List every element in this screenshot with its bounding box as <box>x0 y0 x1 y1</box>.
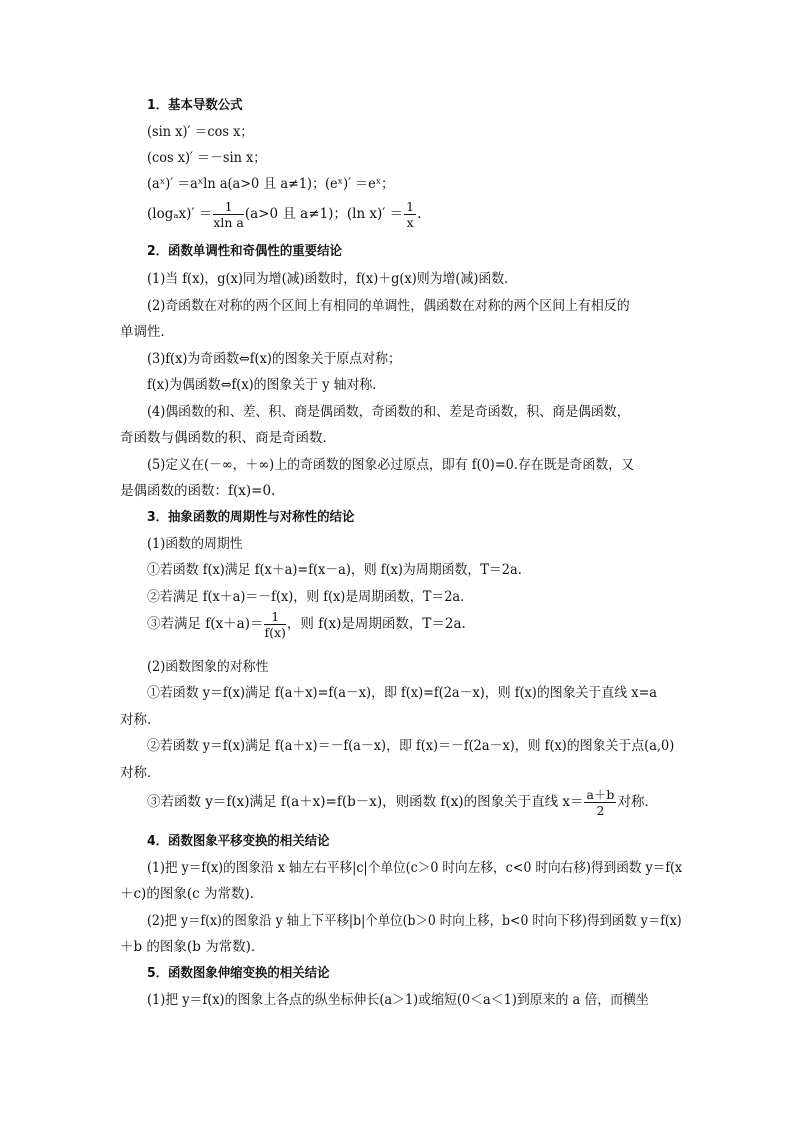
s3-symmetry-1-line-1: ①若函数 y＝f(x)满足 f(a＋x)=f(a－x)，即 f(x)=f(2a－x)，则 f(x)的图象关于直线 x=a <box>147 685 657 701</box>
s3-subheading-symmetry: (2)函数图象的对称性 <box>147 659 269 675</box>
s3-subheading-periodicity: (1)函数的周期性 <box>147 536 243 552</box>
fraction-log <box>213 199 244 230</box>
fraction-reciprocal-denominator: f(x) <box>264 625 286 640</box>
s2-paragraph-5-line-2: 是偶函数的函数：f(x)=0. <box>120 483 276 499</box>
s2-paragraph-5-line-1: (5)定义在(－∞，＋∞)上的奇函数的图象必过原点，即有 f(0)=0.存在既是奇函数，又 <box>147 457 635 473</box>
fraction-ln-numerator: 1 <box>406 199 415 214</box>
s2-paragraph-3-line-1: (3)f(x)为奇函数⇔f(x)的图象关于原点对称； <box>147 351 401 367</box>
formula-sin: (sin x)′ ＝cos x； <box>147 124 254 140</box>
s2-paragraph-2-line-1: (2)奇函数在对称的两个区间上有相同的单调性，偶函数在对称的两个区间上有相反的 <box>147 298 630 314</box>
formula-log-end: . <box>417 206 422 222</box>
fraction-midpoint <box>584 787 616 818</box>
s3-symmetry-2-line-1: ②若函数 y＝f(x)满足 f(a＋x)＝－f(a－x)，即 f(x)＝－f(2a－x)，则 f(x)的图象关于点(a,0) <box>147 738 675 754</box>
formula-cos: (cos x)′ ＝－sin x； <box>147 150 267 166</box>
formula-exp: (aˣ)′ ＝aˣln a(a>0 且 a≠1)；(eˣ)′ ＝eˣ； <box>147 176 395 192</box>
s2-paragraph-4-line-2: 奇函数与偶函数的积、商是奇函数． <box>120 430 336 446</box>
s4-paragraph-1-line-2: ＋c)的图象(c 为常数)． <box>120 886 264 902</box>
fraction-log-numerator: 1 <box>213 199 244 215</box>
s2-paragraph-4-line-1: (4)偶函数的和、差、积、商是偶函数，奇函数的和、差是奇函数，积、商是偶函数， <box>147 404 630 420</box>
formula-log-middle: (a>0 且 a≠1)；(ln x)′ ＝ <box>244 206 404 222</box>
s4-paragraph-1-line-1: (1)把 y＝f(x)的图象沿 x 轴左右平移|c|个单位(c＞0 时向左移，c<0 时向右移)得到函数 y＝f(x <box>147 860 683 876</box>
s3-periodicity-3-suffix: ，则 f(x)是周期函数，T＝2a. <box>286 616 466 632</box>
fraction-midpoint-numerator: a＋b <box>586 787 615 802</box>
formula-log-prefix: (logₐx)′ ＝ <box>147 206 213 222</box>
fraction-ln-denominator: x <box>406 215 414 230</box>
s3-periodicity-3-prefix: ③若满足 f(x＋a)＝ <box>147 616 264 632</box>
s3-symmetry-1-line-2: 对称． <box>120 712 161 728</box>
fraction-reciprocal-numerator: 1 <box>264 609 285 625</box>
fraction-log-denominator: xln a <box>213 215 244 230</box>
s2-paragraph-2-line-2: 单调性． <box>120 324 174 340</box>
s5-paragraph-1-line-1: (1)把 y＝f(x)的图象上各点的纵坐标伸长(a＞1)或缩短(0＜a＜1)到原来的 a 倍，而横坐 <box>147 992 649 1008</box>
section-1-heading: 1．基本导数公式 <box>147 98 243 113</box>
section-2-heading: 2．函数单调性和奇偶性的重要结论 <box>147 244 342 259</box>
s3-symmetry-3-prefix: ③若函数 y＝f(x)满足 f(a＋x)=f(b－x)，则函数 f(x)的图象关于直线 x＝ <box>147 794 584 810</box>
s3-symmetry-3-suffix: 对称． <box>617 794 658 810</box>
fraction-midpoint-denominator: 2 <box>596 803 605 818</box>
s3-periodicity-2: ②若满足 f(x＋a)＝－f(x)，则 f(x)是周期函数，T＝2a. <box>147 589 465 605</box>
s2-paragraph-3-line-2: f(x)为偶函数⇔f(x)的图象关于 y 轴对称． <box>147 377 386 393</box>
s4-paragraph-2-line-1: (2)把 y＝f(x)的图象沿 y 轴上下平移|b|个单位(b＞0 时向上移，b<0 时向下移)得到函数 y＝f(x) <box>147 913 682 929</box>
section-3-heading: 3．抽象函数的周期性与对称性的结论 <box>147 510 355 525</box>
s3-symmetry-3 <box>147 787 658 818</box>
formula-log <box>147 199 421 230</box>
section-5-heading: 5．函数图象伸缩变换的相关结论 <box>147 966 330 981</box>
s2-paragraph-1: (1)当 f(x)，g(x)同为增(减)函数时，f(x)＋g(x)则为增(减)函数． <box>147 271 518 287</box>
fraction-reciprocal <box>264 609 285 640</box>
s3-periodicity-1: ①若函数 f(x)满足 f(x＋a)=f(x－a)，则 f(x)为周期函数，T＝2a. <box>147 562 522 578</box>
s3-symmetry-2-line-2: 对称． <box>120 765 161 781</box>
fraction-ln <box>404 199 416 230</box>
s3-periodicity-3 <box>147 609 466 640</box>
section-4-heading: 4．函数图象平移变换的相关结论 <box>147 834 330 849</box>
s4-paragraph-2-line-2: ＋b 的图象(b 为常数)． <box>120 939 265 955</box>
